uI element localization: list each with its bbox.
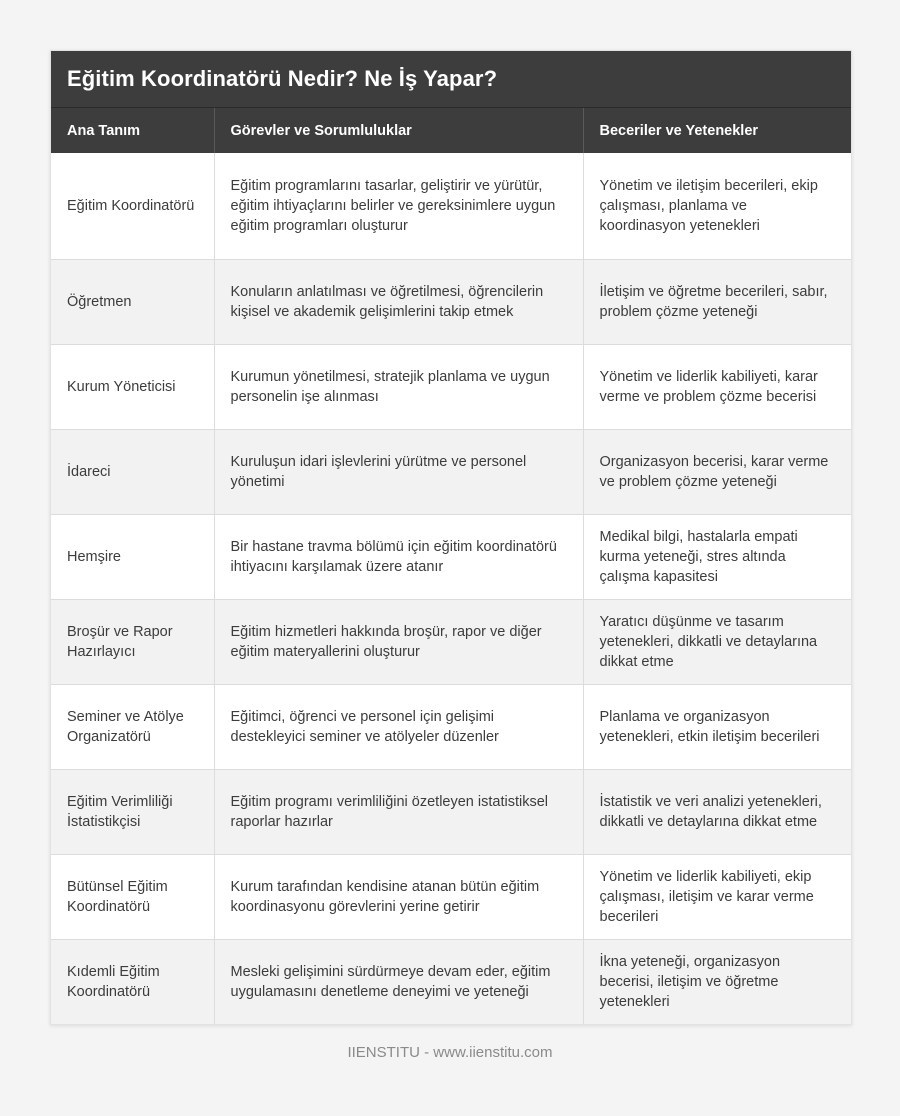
cell-role: Eğitim Verimliliği İstatistikçisi [51,769,214,854]
cell-role: Öğretmen [51,259,214,344]
cell-duties: Mesleki gelişimini sürdürmeye devam eder, eğitim uygulamasını denetleme deneyimi ve yeteneği [214,939,583,1024]
table-row [51,259,851,344]
table-row [51,939,851,1024]
header-row [51,108,851,153]
cell-skills: Yönetim ve iletişim becerileri, ekip çalışması, planlama ve koordinasyon yetenekleri [583,153,851,259]
cell-skills: Yönetim ve liderlik kabiliyeti, karar verme ve problem çözme becerisi [583,344,851,429]
column-header-beceriler: Beceriler ve Yetenekler [583,108,851,153]
table-row [51,429,851,514]
table-card [50,50,852,1025]
table-row [51,769,851,854]
cell-duties: Konuların anlatılması ve öğretilmesi, öğrencilerin kişisel ve akademik gelişimlerini takip etmek [214,259,583,344]
table-row [51,599,851,684]
table-row [51,684,851,769]
cell-skills: Medikal bilgi, hastalarla empati kurma yeteneği, stres altında çalışma kapasitesi [583,514,851,599]
cell-skills: İkna yeteneği, organizasyon becerisi, iletişim ve öğretme yetenekleri [583,939,851,1024]
cell-duties: Kurum tarafından kendisine atanan bütün eğitim koordinasyonu görevlerini yerine getirir [214,854,583,939]
footer-credit: IIENSTITU - www.iienstitu.com [347,1044,553,1061]
info-table [51,108,851,1024]
cell-role: Seminer ve Atölye Organizatörü [51,684,214,769]
column-header-gorevler: Görevler ve Sorumluluklar [214,108,583,153]
table-row [51,514,851,599]
cell-role: Kıdemli Eğitim Koordinatörü [51,939,214,1024]
cell-role: Hemşire [51,514,214,599]
table-row [51,344,851,429]
cell-role: Broşür ve Rapor Hazırlayıcı [51,599,214,684]
column-header-ana-tanim: Ana Tanım [51,108,214,153]
table-row [51,153,851,259]
title-bar [51,51,851,108]
cell-duties: Bir hastane travma bölümü için eğitim koordinatörü ihtiyacını karşılamak üzere atanır [214,514,583,599]
cell-skills: Organizasyon becerisi, karar verme ve problem çözme yeteneği [583,429,851,514]
cell-role: Bütünsel Eğitim Koordinatörü [51,854,214,939]
cell-duties: Kuruluşun idari işlevlerini yürütme ve personel yönetimi [214,429,583,514]
cell-duties: Eğitimci, öğrenci ve personel için gelişimi destekleyici seminer ve atölyeler düzenler [214,684,583,769]
cell-role: İdareci [51,429,214,514]
cell-skills: İletişim ve öğretme becerileri, sabır, problem çözme yeteneği [583,259,851,344]
cell-skills: Yaratıcı düşünme ve tasarım yetenekleri, dikkatli ve detaylarına dikkat etme [583,599,851,684]
cell-duties: Kurumun yönetilmesi, stratejik planlama ve uygun personelin işe alınması [214,344,583,429]
cell-role: Kurum Yöneticisi [51,344,214,429]
cell-role: Eğitim Koordinatörü [51,153,214,259]
page-title: Eğitim Koordinatörü Nedir? Ne İş Yapar? [67,66,498,91]
cell-duties: Eğitim programı verimliliğini özetleyen istatistiksel raporlar hazırlar [214,769,583,854]
cell-skills: İstatistik ve veri analizi yetenekleri, dikkatli ve detaylarına dikkat etme [583,769,851,854]
cell-skills: Yönetim ve liderlik kabiliyeti, ekip çalışması, iletişim ve karar verme becerileri [583,854,851,939]
cell-skills: Planlama ve organizasyon yetenekleri, etkin iletişim becerileri [583,684,851,769]
table-row [51,854,851,939]
cell-duties: Eğitim programlarını tasarlar, geliştirir ve yürütür, eğitim ihtiyaçlarını belirler ve gereksinimlere uygun eğitim programları oluşturur [214,153,583,259]
cell-duties: Eğitim hizmetleri hakkında broşür, rapor ve diğer eğitim materyallerini oluşturur [214,599,583,684]
